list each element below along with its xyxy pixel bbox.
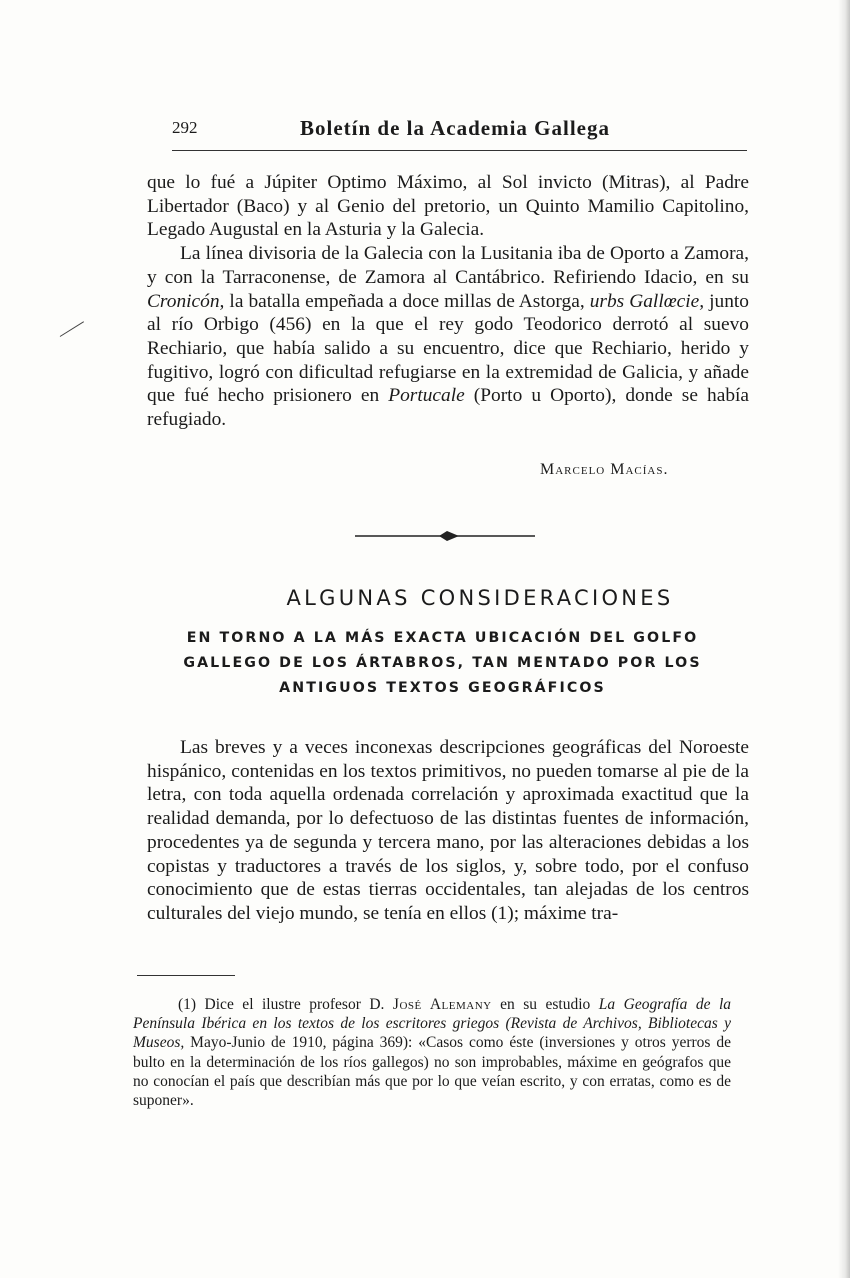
previous-article-text [147, 171, 749, 432]
section-divider-ornament [355, 527, 535, 545]
italic-portucale: Portucale [388, 385, 465, 407]
footnote-work-title: La Geografía de la Península Ibérica en los textos de los escritores griegos (Revista de Archivos, Bibliotecas y Museos, [133, 996, 732, 1052]
footnote [133, 995, 731, 1110]
footnote-rule [137, 975, 235, 976]
paragraph: La línea divisoria de la Galecia con la Lusitania iba de Oporto a Zamora, y con la Tarraconense, de Zamora al Cantábrico. Refiriendo Idacio, en su Cronicón, la batalla empeñada a doce millas de Astorga, urbs Gallœcie, junto al río Orbigo (456) en la que el rey godo Teodorico derrotó al suevo Rechiario, que había salido a su encuentro, dice que Rechiario, herido y fugitivo, logró con dificultad refugiarse en la extremidad de Galicia, y añade que fué hecho prisionero en Portucale (Porto u Oporto), donde se había refugiado. [147, 243, 750, 431]
article-subtitle: EN TORNO A LA MÁS EXACTA UBICACIÓN DEL GOLFO GALLEGO DE LOS ÁRTABROS, TAN MENTADO POR LOS ANTIGUOS TEXTOS GEOGRÁFICOS [183, 630, 702, 696]
running-head [172, 116, 747, 151]
article-title: ALGUNAS CONSIDERACIONES [286, 586, 674, 610]
italic-cronicon: Cronicón, [147, 290, 225, 312]
paragraph: Las breves y a veces inconexas descripciones geográficas del Noroeste hispánico, contenidas en los textos primitivos, no pueden tomarse al pie de la letra, con toda aquella ordenada correlación y aproximada exactitud que la realidad demanda, por lo defectuoso de las distintas fuentes de información, procedentes ya de segunda y tercera mano, por las alteraciones debidas a los copistas y traductores a través de los siglos, y, sobre todo, por el confuso conocimiento que de estas tierras occidentales, tan alejadas de los centros culturales del viejo mundo, se tenía en ellos (1); máxime tra- [147, 737, 749, 924]
page-number: 292 [172, 118, 198, 137]
paragraph: que lo fué a Júpiter Optimo Máximo, al Sol invicto (Mitras), al Padre Libertador (Baco) y al Genio del pretorio, un Quinto Mamilio Capitolino, Legado Augustal en la Asturia y la Galecia. [147, 172, 749, 241]
author-signature: Marcelo Macías. [540, 461, 669, 478]
footnote-text: (1) Dice el ilustre profesor D. José Alemany en su estudio La Geografía de la Península Ibérica en los textos de los escritores griegos (Revista de Archivos, Bibliotecas y Museos, Mayo-Junio de 1910, página 369): «Casos como éste (inversiones y otros yerros de bulto en la determinación de los ríos gallegos) no son improbables, máxime en geógrafos que no conocían el país que describían más que por lo que veían escrito, y con erratas, como es de suponer». [133, 996, 732, 1110]
footnote-author: José Alemany [392, 996, 492, 1013]
binding-edge-shadow [838, 0, 850, 1278]
journal-title: Boletín de la Academia Gallega [300, 116, 610, 140]
article-body [147, 736, 749, 926]
italic-urbs-gallaecie: urbs Gallœcie, [589, 290, 705, 312]
margin-mark [60, 321, 84, 337]
